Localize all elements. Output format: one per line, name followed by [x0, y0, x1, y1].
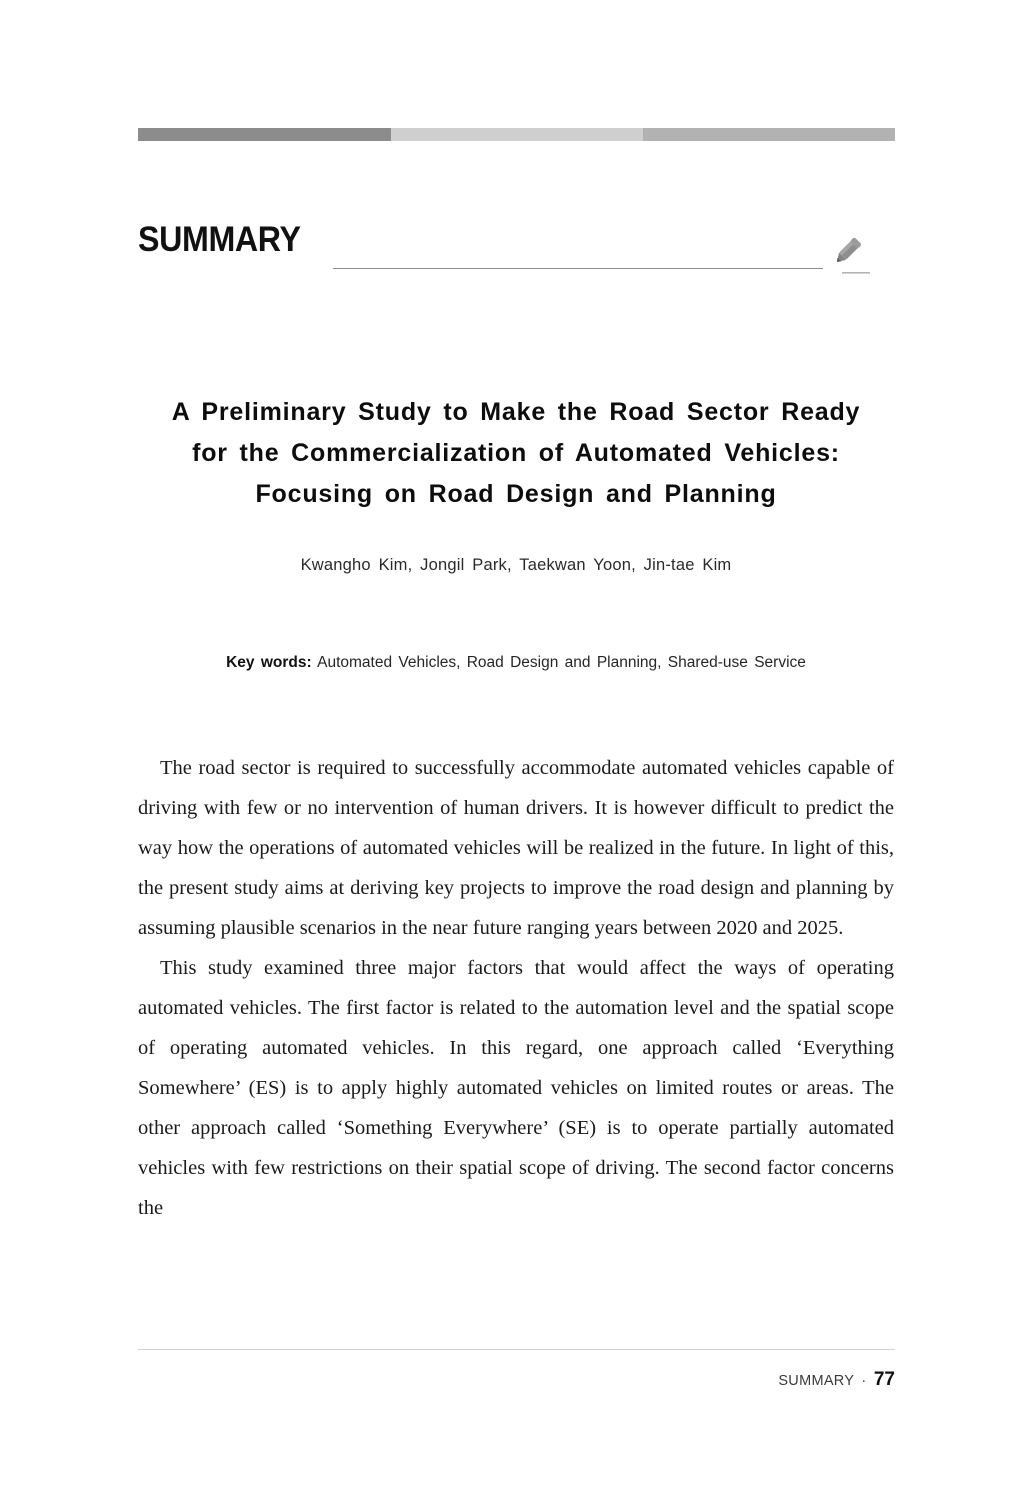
footer-page-number: 77: [873, 1369, 895, 1390]
article-title-line-2: for the Commercialization of Automated Vehicles:: [192, 439, 840, 467]
footer-separator: ·: [861, 1373, 867, 1389]
article-title-line-1: A Preliminary Study to Make the Road Sector Ready: [171, 398, 861, 426]
body-paragraph-2: This study examined three major factors that would affect the ways of operating automated vehicles. The first factor is related to the automation level and the spatial scope of operating automated vehicles. In this regard, one approach called ‘Everything Somewhere’ (ES) is to apply highly automated vehicles on limited routes or areas. The other approach called ‘Something Everywhere’ (SE) is to operate partially automated vehicles with few restrictions on their spatial scope of driving. The second factor concerns the: [138, 957, 894, 1219]
keywords-line: [136, 654, 896, 672]
abstract-body: [138, 748, 894, 1228]
keywords-label: Key words:: [226, 654, 312, 671]
footer-rule: [138, 1349, 895, 1350]
header-rule: [333, 268, 823, 269]
section-header: [138, 219, 895, 279]
header-bar-segment-dark: [138, 128, 391, 141]
header-bar-segment-light: [391, 128, 643, 141]
page-title: SUMMARY: [138, 220, 301, 259]
keywords-value: Automated Vehicles, Road Design and Planning, Shared-use Service: [317, 654, 806, 671]
page-footer: [138, 1369, 895, 1391]
footer-section-label: SUMMARY: [778, 1373, 855, 1389]
body-paragraph-1: The road sector is required to successfully accommodate automated vehicles capable of driving with few or no intervention of human drivers. It is however difficult to predict the way how the operations of automated vehicles will be realized in the future. In light of this, the present study aims at deriving key projects to improve the road design and planning by assuming plausible scenarios in the near future ranging years between 2020 and 2025.: [138, 757, 894, 939]
pencil-icon: [834, 237, 878, 281]
author-list: Kwangho Kim, Jongil Park, Taekwan Yoon, Jin-tae Kim: [300, 556, 732, 574]
header-bar-segment-medium: [643, 128, 895, 141]
article-title: [136, 392, 896, 515]
article-title-line-3: Focusing on Road Design and Planning: [255, 480, 777, 508]
header-decorative-bar: [138, 128, 895, 141]
